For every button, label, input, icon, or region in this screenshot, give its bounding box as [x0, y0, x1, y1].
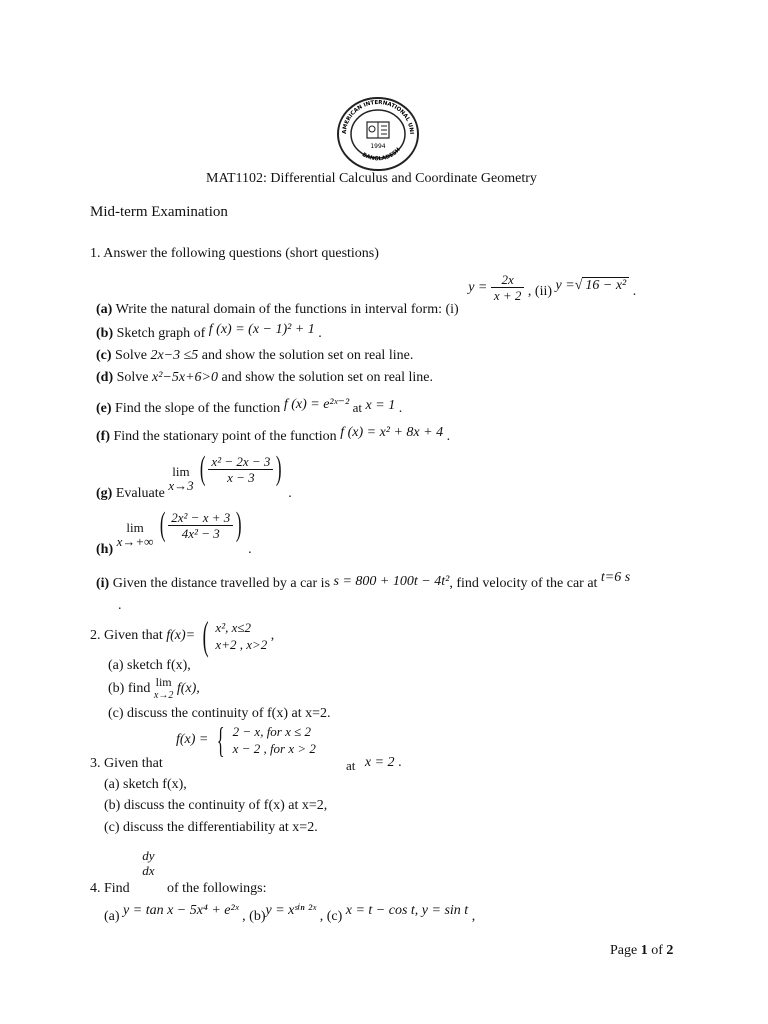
q1i-at: t=6 s [600, 570, 631, 585]
q4-a-label: (a) [104, 909, 120, 924]
q3-intro: 3. Given that [90, 756, 163, 771]
q1b-expr: f (x) = (x − 1)² + 1 [208, 322, 315, 337]
q4-a-expr: y = tan x − 5x⁴ + e²ˣ [123, 903, 239, 918]
q1a-sep: , (ii) [527, 283, 553, 299]
q1d-expr: x²−5x+6>0 [152, 370, 218, 385]
q1b-text: Sketch graph of [116, 326, 206, 341]
q3-c: (c) discuss the differentiability at x=2. [104, 820, 318, 835]
page-number [610, 943, 673, 959]
q1a-text: Write the natural domain of the functions in interval form: (i) [115, 301, 459, 317]
q1f-text: Find the stationary point of the function [113, 429, 337, 444]
q1-heading: 1. Answer the following questions (short questions) [90, 246, 379, 261]
q1g-lim: lim [172, 464, 190, 479]
q4-dx: dx [142, 863, 155, 878]
q2-b-pre: (b) find [108, 681, 151, 697]
q1d-text: Solve [116, 370, 149, 385]
q1c-rest: and show the solution set on real line. [201, 348, 414, 363]
q4-c-label: , (c) [319, 909, 343, 924]
q1e-end: . [398, 401, 403, 416]
q1g-num: x² − 2x − 3 [208, 454, 273, 470]
q1a-label: (a) [96, 301, 113, 317]
q1e [96, 397, 403, 417]
q1c-text: Solve [115, 348, 147, 363]
q3-fx: f(x) = [176, 732, 209, 748]
q1h-end: . [248, 542, 252, 557]
q4-parts [104, 902, 476, 924]
q3-end: . [398, 755, 402, 770]
q1h-lim-sub: x→+∞ [116, 534, 154, 549]
q2-intro: 2. Given that [90, 628, 163, 644]
q1a-eq2-rad: 16 − x² [582, 277, 629, 293]
page-total: 2 [666, 943, 674, 958]
q1e-mid: at [352, 400, 363, 415]
q1a-eq2-lhs: y = [555, 277, 575, 293]
q4-c-expr: x = t − cos t, y = sin t [345, 903, 469, 918]
q2-a: (a) sketch f(x), [108, 658, 191, 673]
q4-b-label: , (b) [242, 909, 266, 924]
university-logo [336, 96, 420, 172]
q1i-rest: , find velocity of the car at [449, 576, 598, 591]
q1i-text: Given the distance travelled by a car is [112, 576, 331, 591]
q4-intro: 4. Find [90, 881, 130, 897]
q1f-expr: f (x) = x² + 8x + 4 [340, 425, 444, 440]
logo-top-text: AMERICAN INTERNATIONAL UNI [341, 99, 415, 135]
q3-case2: x − 2 , for x > 2 [232, 741, 316, 756]
q2-b [108, 676, 200, 702]
q1f-end: . [446, 429, 451, 444]
q1a: (a) Write the natural domain of the functions in interval form: (i) y = $\frac{2x}{x + 2}$ , (ii) y =√ 16 − x² . [96, 272, 637, 317]
q4-dy: dy [142, 848, 155, 863]
q1g-label: (g) [96, 486, 113, 501]
q4-b-expr: y = xˢⁱⁿ ²ˣ [265, 903, 317, 918]
q1b-label: (b) [96, 326, 114, 341]
exam-title: Mid-term Examination [90, 204, 228, 220]
q4-end: , [471, 909, 476, 924]
course-title: MAT1102: Differential Calculus and Coordinate Geometry [206, 171, 537, 186]
q1e-at: x = 1 [365, 398, 396, 413]
q1i [96, 570, 631, 592]
page-of: of [647, 943, 667, 958]
q2-case1: x², x≤2 [215, 620, 251, 635]
q1i-label: (i) [96, 576, 110, 591]
q2-fx: f(x)= [166, 628, 196, 644]
q4-header [90, 848, 267, 897]
q1g: (g) Evaluate lim x→3 ( $\frac{\text{x² − 2x − 3}}{x - 3}$ ) . [96, 450, 292, 501]
q1d-rest: and show the solution set on real line. [221, 370, 434, 385]
q3-case1: 2 − x, for x ≤ 2 [232, 724, 312, 739]
q3-fx-block: f(x) = { 2 − x, for x ≤ 2 x − 2 , for x > 2 [176, 720, 316, 760]
q2-b-sub: x→2 [153, 690, 174, 701]
q1i-expr: s = 800 + 100t − 4t² [333, 574, 450, 589]
q3-at-val: x = 2 [364, 755, 395, 770]
q1a-eq1-lhs: y = [468, 279, 488, 295]
q1h-den: 4x² − 3 [181, 525, 220, 541]
q1a-eq1-num: 2x [491, 272, 525, 288]
q3-a: (a) sketch f(x), [104, 777, 187, 792]
q1a-eq1-den: x + 2 [493, 288, 522, 303]
page-num: 1 [640, 943, 648, 958]
q2-c: (c) discuss the continuity of f(x) at x=2. [108, 706, 331, 721]
q2-case2: x+2 , x>2 [215, 637, 268, 652]
q1i-end: . [118, 598, 122, 613]
q1h-lim: lim [126, 520, 144, 535]
q2-b-post: f(x), [176, 681, 200, 697]
q1c-label: (c) [96, 348, 112, 363]
q2-end: , [270, 628, 275, 644]
q1a-end: . [632, 283, 637, 299]
q1b [96, 322, 322, 342]
q1g-text: Evaluate [115, 486, 165, 501]
q1d [96, 370, 433, 386]
q1h-label: (h) [96, 542, 114, 557]
q3-at-line [346, 754, 402, 771]
q1g-lim-sub: x→3 [168, 478, 194, 493]
logo-bottom-text: BANGLADESH [360, 146, 402, 163]
logo-year: 1994 [370, 143, 386, 150]
q1g-end: . [288, 486, 292, 501]
q1c-expr: 2x−3 ≤5 [150, 348, 199, 363]
q1f [96, 425, 451, 445]
q1b-end: . [318, 326, 322, 341]
q1d-label: (d) [96, 370, 114, 385]
q3-b: (b) discuss the continuity of f(x) at x=2, [104, 798, 328, 813]
q1h-num: 2x² − x + 3 [168, 510, 233, 526]
q3-at: at [346, 758, 356, 773]
q4-rest: of the followings: [166, 881, 267, 897]
q1e-label: (e) [96, 401, 112, 416]
q1h: (h) lim x→+∞ ( $\frac{\text{2x² − x + 3}}{\text{4x² − 3}}$ ) . [96, 506, 252, 557]
q2-b-lim: lim [155, 675, 172, 689]
q1e-text: Find the slope of the function [115, 401, 281, 416]
page-prefix: Page [610, 943, 641, 958]
q1f-label: (f) [96, 429, 110, 444]
q1e-expr: f (x) = e²ˣ⁻² [283, 397, 350, 412]
q1c [96, 348, 413, 364]
q1g-den: x − 3 [227, 469, 255, 485]
q2-header: 2. Given that f(x)= ( x², x≤2 x+2 , x>2 , [90, 613, 275, 658]
